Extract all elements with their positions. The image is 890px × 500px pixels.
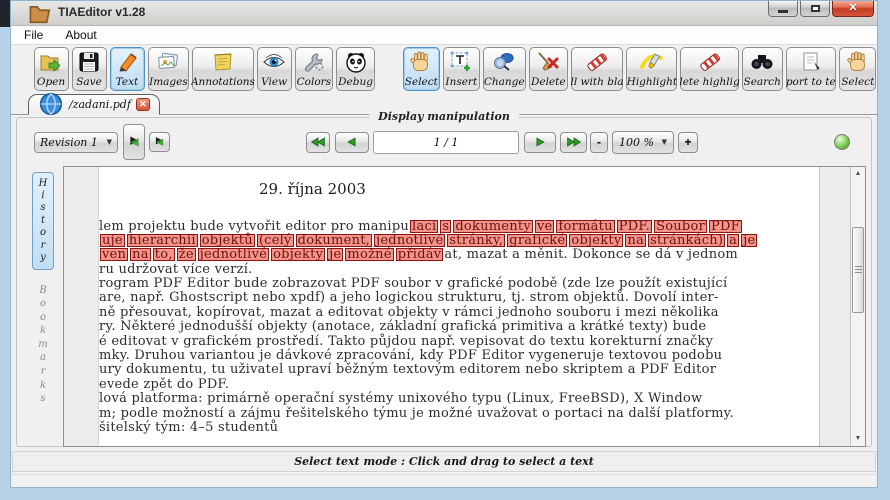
hand-icon bbox=[408, 50, 434, 74]
sticky-note-icon bbox=[210, 50, 236, 74]
highlighted-word[interactable]: objekty bbox=[273, 247, 324, 263]
document-line bbox=[99, 290, 819, 304]
close-button[interactable] bbox=[832, 0, 874, 17]
vertical-letter: t bbox=[40, 214, 46, 226]
menu-bar bbox=[10, 26, 878, 46]
document-line bbox=[99, 233, 819, 247]
highlighted-word[interactable]: dokumenty bbox=[455, 218, 531, 234]
vertical-letter: a bbox=[40, 352, 46, 364]
document-line bbox=[99, 391, 819, 405]
document-line bbox=[99, 377, 819, 391]
document-line bbox=[99, 362, 819, 376]
display-manipulation-group bbox=[16, 109, 872, 447]
text-segment: šitelský tým: 4–5 studentů bbox=[99, 419, 279, 435]
images-icon bbox=[155, 50, 181, 74]
delete-button[interactable] bbox=[529, 47, 568, 91]
highlighted-word[interactable]: laci bbox=[412, 218, 437, 234]
revision-dropdown[interactable] bbox=[34, 132, 118, 153]
document-line bbox=[99, 247, 819, 261]
close-icon: ✕ bbox=[848, 1, 858, 14]
page-indicator-value: 1 / 1 bbox=[433, 135, 459, 149]
last-page-button[interactable] bbox=[560, 132, 587, 153]
window-title: TIAEditor v1.28 bbox=[58, 5, 146, 20]
document-line bbox=[99, 262, 819, 276]
button-label: Select bbox=[404, 76, 438, 89]
tab-close-icon[interactable]: ✕ bbox=[136, 98, 150, 111]
scrollbar-grip bbox=[855, 266, 862, 274]
highlighted-word[interactable]: možné bbox=[347, 247, 392, 263]
view-button[interactable] bbox=[257, 47, 292, 91]
images-button[interactable] bbox=[148, 47, 190, 91]
hand-icon bbox=[845, 50, 871, 74]
status-bar-secondary bbox=[12, 474, 876, 488]
highlighted-word[interactable]: na bbox=[132, 247, 149, 263]
vertical-letter: o bbox=[39, 227, 47, 239]
highlighted-word[interactable]: uje bbox=[102, 232, 123, 248]
highlighted-word[interactable]: na bbox=[627, 232, 645, 248]
arrow-right-icon bbox=[533, 136, 547, 148]
pinwheel-icon bbox=[153, 135, 166, 148]
fill-with-blank-button[interactable] bbox=[571, 47, 624, 91]
folder-open-icon bbox=[38, 50, 64, 74]
scroll-up-icon[interactable]: ▲ bbox=[854, 169, 862, 177]
pdf-viewport[interactable] bbox=[63, 166, 866, 447]
button-label: Change bbox=[483, 76, 525, 89]
text-segment: mky. Druhou variantou je dávkové zpracování, kdy PDF Editor vygeneruje textovou podobu bbox=[99, 348, 723, 364]
pinwheel-icon bbox=[127, 134, 142, 149]
highlight-button[interactable] bbox=[626, 47, 677, 91]
vertical-letter: s bbox=[40, 202, 46, 214]
revision-tool-button-1[interactable] bbox=[123, 124, 145, 160]
vertical-letter: o bbox=[39, 311, 47, 323]
text-segment: ru udržovat více verzí. bbox=[99, 261, 253, 277]
button-label: Search bbox=[743, 76, 781, 89]
binoculars-icon bbox=[749, 50, 775, 74]
highlighted-word[interactable]: ven bbox=[102, 247, 127, 263]
text-segment: é editovat v grafickém prostředí. Takto půjdou např. vepisovat do textu korekturní značky bbox=[99, 333, 714, 349]
floppy-disk-icon bbox=[76, 50, 102, 74]
highlighted-word[interactable]: a bbox=[729, 232, 738, 248]
status-message: Select text mode : Click and drag to select a text bbox=[294, 455, 594, 469]
document-line bbox=[99, 219, 819, 233]
text-mode-button[interactable] bbox=[110, 47, 145, 91]
highlighted-word[interactable]: jednotlivé bbox=[376, 232, 444, 248]
vertical-letter: H bbox=[38, 177, 48, 189]
highlighted-word[interactable]: stránkách) bbox=[650, 232, 724, 248]
tab-bookmarks[interactable] bbox=[32, 284, 54, 406]
chevron-down-icon: ▼ bbox=[106, 138, 112, 146]
highlighted-word[interactable]: je bbox=[329, 247, 342, 263]
eraser-icon bbox=[584, 50, 610, 74]
navigation-toolbar bbox=[17, 118, 871, 166]
highlighted-word[interactable]: objekty bbox=[571, 232, 622, 248]
debug-button[interactable] bbox=[336, 47, 375, 91]
highlighted-word[interactable]: PDF bbox=[711, 218, 740, 234]
document-line bbox=[99, 334, 819, 348]
highlighted-word[interactable]: je bbox=[743, 232, 756, 248]
highlighted-word[interactable]: grafické bbox=[509, 232, 566, 248]
app-content bbox=[10, 0, 878, 488]
colors-button[interactable] bbox=[295, 47, 334, 91]
highlighted-word[interactable]: přidáv bbox=[397, 247, 442, 263]
text-segment: are, např. Ghostscript nebo xpdf) a jeho logickou strukturu, tj. strom objektů. Dovolí inter- bbox=[99, 290, 719, 306]
select-button-2[interactable] bbox=[839, 47, 876, 91]
highlighted-word[interactable]: jednotlivé bbox=[199, 247, 268, 263]
eraser-icon bbox=[697, 50, 723, 74]
first-page-button[interactable] bbox=[306, 132, 330, 153]
button-label: View bbox=[261, 76, 288, 89]
highlighted-word[interactable]: (celý bbox=[258, 232, 292, 248]
vertical-letter: m bbox=[38, 338, 48, 350]
status-ball-button[interactable] bbox=[834, 134, 850, 150]
panda-icon bbox=[343, 50, 369, 74]
document-line bbox=[99, 305, 819, 319]
scrollbar-thumb[interactable] bbox=[852, 227, 864, 313]
vertical-letter: i bbox=[41, 189, 45, 201]
text-segment: ury dokumentu, tu uživatel upraví běžným textovým editorem nebo skriptem a PDF Editor bbox=[99, 362, 717, 378]
group-title: Display manipulation bbox=[369, 110, 519, 123]
vertical-letter: r bbox=[40, 366, 46, 378]
text-segment: ry. Některé jednodušší objekty (anotace, základní grafická primitiva a krátké texty) bude bbox=[99, 319, 707, 335]
highlighted-word[interactable]: to, bbox=[154, 247, 173, 263]
next-page-button[interactable] bbox=[524, 132, 556, 153]
export-to-text-button[interactable] bbox=[786, 47, 836, 91]
document-area bbox=[17, 166, 871, 447]
page-indicator-field[interactable] bbox=[373, 131, 519, 154]
zoom-in-button[interactable] bbox=[678, 132, 698, 153]
double-arrow-right-icon bbox=[566, 136, 582, 148]
pencil-icon bbox=[114, 50, 140, 74]
tab-label: /zadani.pdf bbox=[69, 97, 131, 111]
zoom-out-button[interactable] bbox=[590, 132, 608, 153]
highlighted-word[interactable]: že bbox=[178, 247, 194, 263]
text-segment: rogram PDF Editor bude zobrazovat PDF soubor v grafické podobě (zde lze použít existující bbox=[99, 276, 728, 292]
vertical-letter: o bbox=[39, 298, 47, 310]
highlighted-word[interactable]: PDF. bbox=[618, 218, 651, 234]
zoom-value: 100 % bbox=[619, 135, 654, 149]
menu-about[interactable]: About bbox=[65, 28, 97, 43]
vertical-letter: k bbox=[39, 325, 47, 337]
minimize-icon bbox=[778, 10, 788, 13]
export-document-icon bbox=[798, 50, 824, 74]
text-segment: lem projektu bude vytvořit editor pro manipu bbox=[99, 218, 410, 234]
button-label: port to te bbox=[785, 76, 836, 89]
status-bar bbox=[12, 451, 876, 472]
button-label: Select bbox=[841, 76, 875, 89]
document-date: 29. října 2003 bbox=[259, 179, 366, 198]
arrow-left-icon bbox=[345, 136, 359, 148]
button-label: Save bbox=[76, 76, 102, 89]
vertical-scrollbar[interactable] bbox=[850, 167, 865, 446]
document-line bbox=[99, 319, 819, 333]
chevron-down-icon: ▼ bbox=[661, 138, 667, 146]
side-tab-strip bbox=[19, 166, 63, 447]
vertical-letter: r bbox=[40, 239, 46, 251]
objects-icon bbox=[491, 50, 517, 74]
vertical-letter: s bbox=[40, 393, 46, 405]
revision-tool-button-2[interactable] bbox=[149, 132, 170, 152]
button-label: ll with bla bbox=[570, 76, 624, 89]
text-segment: evede zpět do PDF. bbox=[99, 376, 230, 392]
window-corner-shadow bbox=[0, 0, 10, 27]
revision-value: Revision 1 bbox=[40, 135, 98, 149]
menu-file[interactable]: File bbox=[24, 28, 44, 43]
button-label: Highlight bbox=[626, 76, 678, 89]
tab-history[interactable] bbox=[32, 172, 54, 271]
document-line bbox=[99, 348, 819, 362]
highlighted-word[interactable]: formátu bbox=[558, 218, 613, 234]
button-label: Images bbox=[149, 76, 188, 89]
scroll-down-icon[interactable]: ▼ bbox=[854, 434, 862, 442]
select-mode-button[interactable] bbox=[403, 47, 440, 91]
highlighted-word[interactable]: stránky, bbox=[449, 232, 504, 248]
wrench-icon bbox=[301, 50, 327, 74]
highlighted-word[interactable]: objektů bbox=[201, 232, 253, 248]
delete-highlight-button[interactable] bbox=[680, 47, 739, 91]
app-icon bbox=[26, 0, 52, 24]
minimize-button[interactable] bbox=[768, 0, 798, 17]
text-segment: at, mazat a měnit. Dokonce se dá v jednom bbox=[444, 247, 739, 263]
tab-zadani-pdf[interactable] bbox=[28, 94, 160, 115]
maximize-button[interactable] bbox=[800, 0, 830, 17]
button-label: Text bbox=[115, 76, 139, 89]
save-button[interactable] bbox=[72, 47, 107, 91]
vertical-letter: y bbox=[40, 251, 46, 263]
button-label: Colors bbox=[296, 76, 332, 89]
pdf-page[interactable] bbox=[98, 167, 820, 446]
broom-delete-icon bbox=[535, 50, 561, 74]
highlighter-icon bbox=[639, 50, 665, 74]
document-line bbox=[99, 406, 819, 420]
title-bar bbox=[10, 0, 878, 26]
highlighted-word[interactable]: ve bbox=[536, 218, 553, 234]
button-label: Annotations bbox=[190, 76, 255, 89]
document-line bbox=[99, 420, 819, 434]
button-label: Insert bbox=[445, 76, 478, 89]
maximize-icon bbox=[811, 5, 820, 12]
plus-icon: + bbox=[684, 135, 692, 149]
previous-page-button[interactable] bbox=[335, 132, 369, 153]
globe-icon bbox=[38, 92, 64, 116]
text-segment: m; podle možností a zájmu řešitelského týmu je možné uvažovat o portaci na další platformy. bbox=[99, 405, 734, 421]
insert-button[interactable] bbox=[443, 47, 479, 91]
document-text bbox=[99, 219, 819, 435]
eye-icon bbox=[261, 50, 287, 74]
vertical-letter: k bbox=[39, 379, 47, 391]
button-label: lete highlig bbox=[679, 76, 740, 89]
highlighted-word[interactable]: dokument, bbox=[297, 232, 371, 248]
highlighted-word[interactable]: hierarchii bbox=[128, 232, 196, 248]
button-label: Debug bbox=[338, 76, 373, 89]
document-line bbox=[99, 276, 819, 290]
button-label: Open bbox=[36, 76, 66, 89]
main-toolbar bbox=[10, 45, 878, 92]
vertical-letter: B bbox=[39, 284, 47, 296]
window-controls bbox=[768, 0, 874, 17]
search-button[interactable] bbox=[742, 47, 783, 91]
text-segment: ně přesouvat, kopírovat, mazat a editovat objekty v rámci jednoho souboru i mezi několika bbox=[99, 304, 719, 320]
highlighted-word[interactable]: Soubor bbox=[656, 218, 706, 234]
double-arrow-left-icon bbox=[310, 136, 326, 148]
open-button[interactable] bbox=[34, 47, 69, 91]
annotations-button[interactable] bbox=[192, 47, 253, 91]
change-button[interactable] bbox=[483, 47, 526, 91]
button-label: Delete bbox=[530, 76, 566, 89]
insert-text-icon bbox=[448, 50, 474, 74]
zoom-dropdown[interactable] bbox=[612, 131, 674, 154]
highlighted-word[interactable]: s bbox=[442, 218, 450, 234]
minus-icon: - bbox=[597, 135, 601, 149]
text-segment: lová platforma: primárně operační systémy unixového typu (Linux, FreeBSD), X Window bbox=[99, 391, 703, 407]
